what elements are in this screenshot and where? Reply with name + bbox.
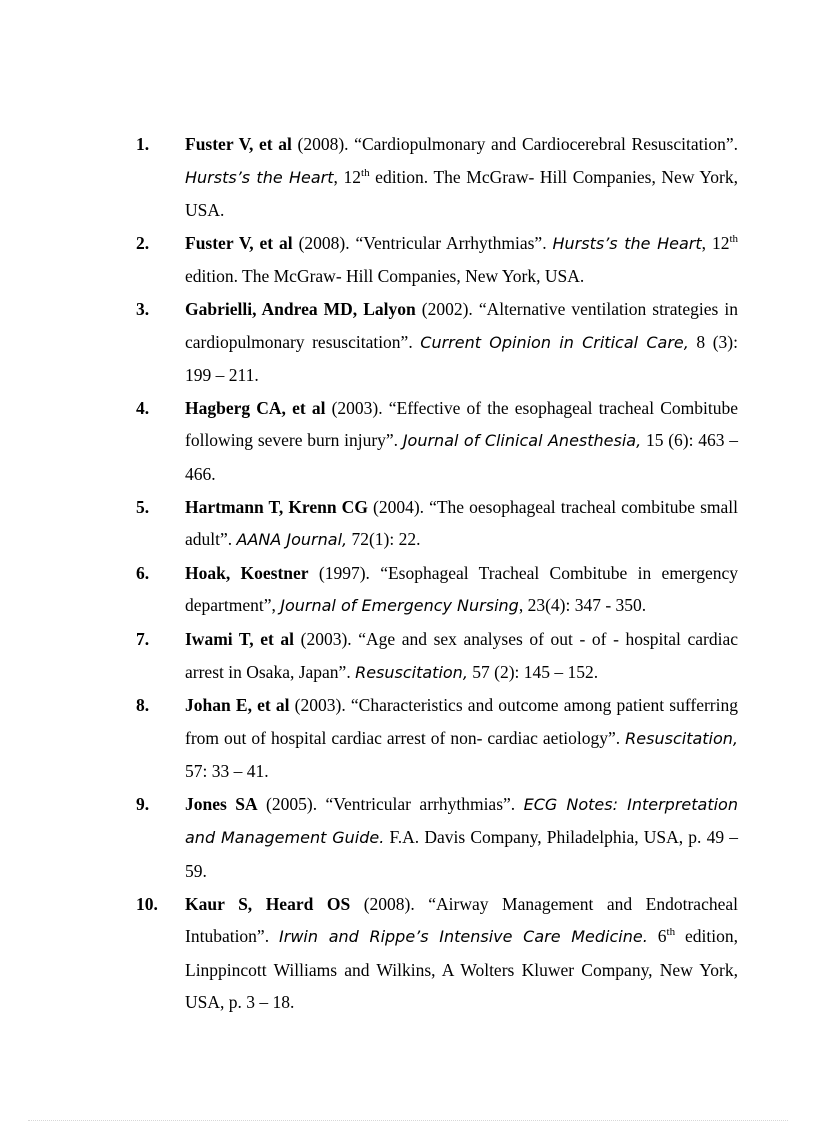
reference-text: 8 (3): 199 – 211. — [185, 331, 738, 386]
reference-text: edition. The McGraw- Hill Companies, New York, USA. — [185, 266, 585, 287]
reference-source: Hursts’s the Heart — [185, 167, 334, 187]
reference-superscript: th — [361, 166, 370, 179]
reference-number: 6. — [136, 562, 150, 583]
reference-text: (2004). “The oesophageal tracheal combitube small adult”. — [185, 496, 738, 550]
page-bottom-divider — [28, 1120, 788, 1121]
reference-author: Iwami T, et al — [185, 628, 295, 649]
reference-author: Gabrielli, Andrea MD, Lalyon — [185, 298, 416, 319]
reference-source: Resuscitation, — [625, 728, 738, 748]
reference-author: Hartmann T, Krenn CG — [185, 496, 368, 517]
reference-source: AANA Journal, — [236, 530, 348, 550]
reference-text: (2003). “Age and sex analyses of out - of - hospital cardiac arrest in Osaka, Japan”. — [185, 628, 738, 682]
reference-source: Journal of Emergency Nursing — [280, 596, 519, 616]
reference-author: Johan E, et al — [185, 695, 290, 716]
reference-number: 10. — [136, 893, 158, 914]
reference-item — [136, 128, 738, 227]
reference-list — [136, 128, 738, 1019]
reference-text: edition, Linppincott Williams and Wilkins, A Wolters Kluwer Company, New York, USA, p. 3 – 18. — [185, 926, 739, 1013]
reference-text: 72(1): 22. — [347, 529, 421, 550]
reference-item — [136, 491, 738, 557]
reference-number: 3. — [136, 298, 150, 319]
reference-text: (2008). “Airway Management and Endotracheal Intubation”. — [185, 893, 738, 947]
reference-source: Journal of Clinical Anesthesia, — [402, 431, 642, 451]
reference-text: 6 — [647, 926, 667, 947]
reference-text: (2003). “Effective of the esophageal tracheal Combitube following severe burn injury”. — [185, 397, 738, 451]
reference-author: Fuster V, et al — [185, 134, 292, 154]
reference-author: Fuster V, et al — [185, 232, 293, 253]
reference-superscript: th — [666, 926, 676, 939]
reference-item — [136, 788, 738, 888]
reference-number: 7. — [136, 628, 150, 649]
reference-text: , 12 — [333, 166, 362, 187]
reference-number: 8. — [136, 695, 150, 716]
reference-item — [136, 689, 738, 788]
reference-text: F.A. Davis Company, Philadelphia, USA, p. 49 – 59. — [185, 827, 738, 882]
reference-text: 57 (2): 145 – 152. — [467, 661, 599, 682]
reference-number: 2. — [136, 232, 150, 253]
reference-source: Resuscitation, — [355, 662, 468, 682]
reference-text: , 23(4): 347 - 350. — [518, 595, 647, 616]
reference-text: (2008). “Ventricular Arrhythmias”. — [292, 232, 553, 253]
reference-author: Hoak, Koestner — [185, 562, 309, 583]
reference-text: (1997). “Esophageal Tracheal Combitube in emergency department”, — [185, 562, 738, 616]
reference-text: (2005). “Ventricular arrhythmias”. — [257, 793, 524, 814]
reference-number: 9. — [136, 793, 150, 814]
reference-superscript: th — [729, 232, 739, 245]
reference-text: edition. The McGraw- Hill Companies, New York, USA. — [185, 166, 739, 221]
reference-item — [136, 293, 738, 392]
reference-item — [136, 557, 738, 623]
reference-number: 5. — [136, 496, 150, 517]
reference-author: Hagberg CA, et al — [185, 397, 326, 418]
reference-item — [136, 623, 738, 689]
reference-text: (2008). “Cardiopulmonary and Cardiocerebral Resuscitation”. — [291, 134, 738, 154]
reference-item — [136, 888, 738, 1019]
reference-source: Irwin and Rippe’s Intensive Care Medicine. — [279, 927, 648, 947]
reference-text: (2003). “Characteristics and outcome among patient sufferring from out of hospital cardiac arrest of non- cardiac aetiology”. — [185, 695, 738, 748]
reference-item — [136, 392, 738, 491]
reference-text: , 12 — [701, 232, 730, 253]
reference-item — [136, 227, 738, 293]
reference-source: ECG Notes: Interpretation and Management Guide. — [185, 794, 738, 848]
reference-number: 1. — [136, 134, 150, 154]
reference-author: Jones SA — [185, 793, 258, 814]
reference-source: Current Opinion in Critical Care, — [420, 332, 689, 352]
reference-author: Kaur S, Heard OS — [185, 893, 351, 914]
reference-text: (2002). “Alternative ventilation strategies in cardiopulmonary resuscitation”. — [185, 298, 738, 352]
reference-text: 57: 33 – 41. — [185, 761, 269, 782]
reference-source: Hursts’s the Heart — [552, 233, 702, 253]
reference-number: 4. — [136, 397, 150, 418]
reference-text: 15 (6): 463 – 466. — [185, 430, 739, 484]
